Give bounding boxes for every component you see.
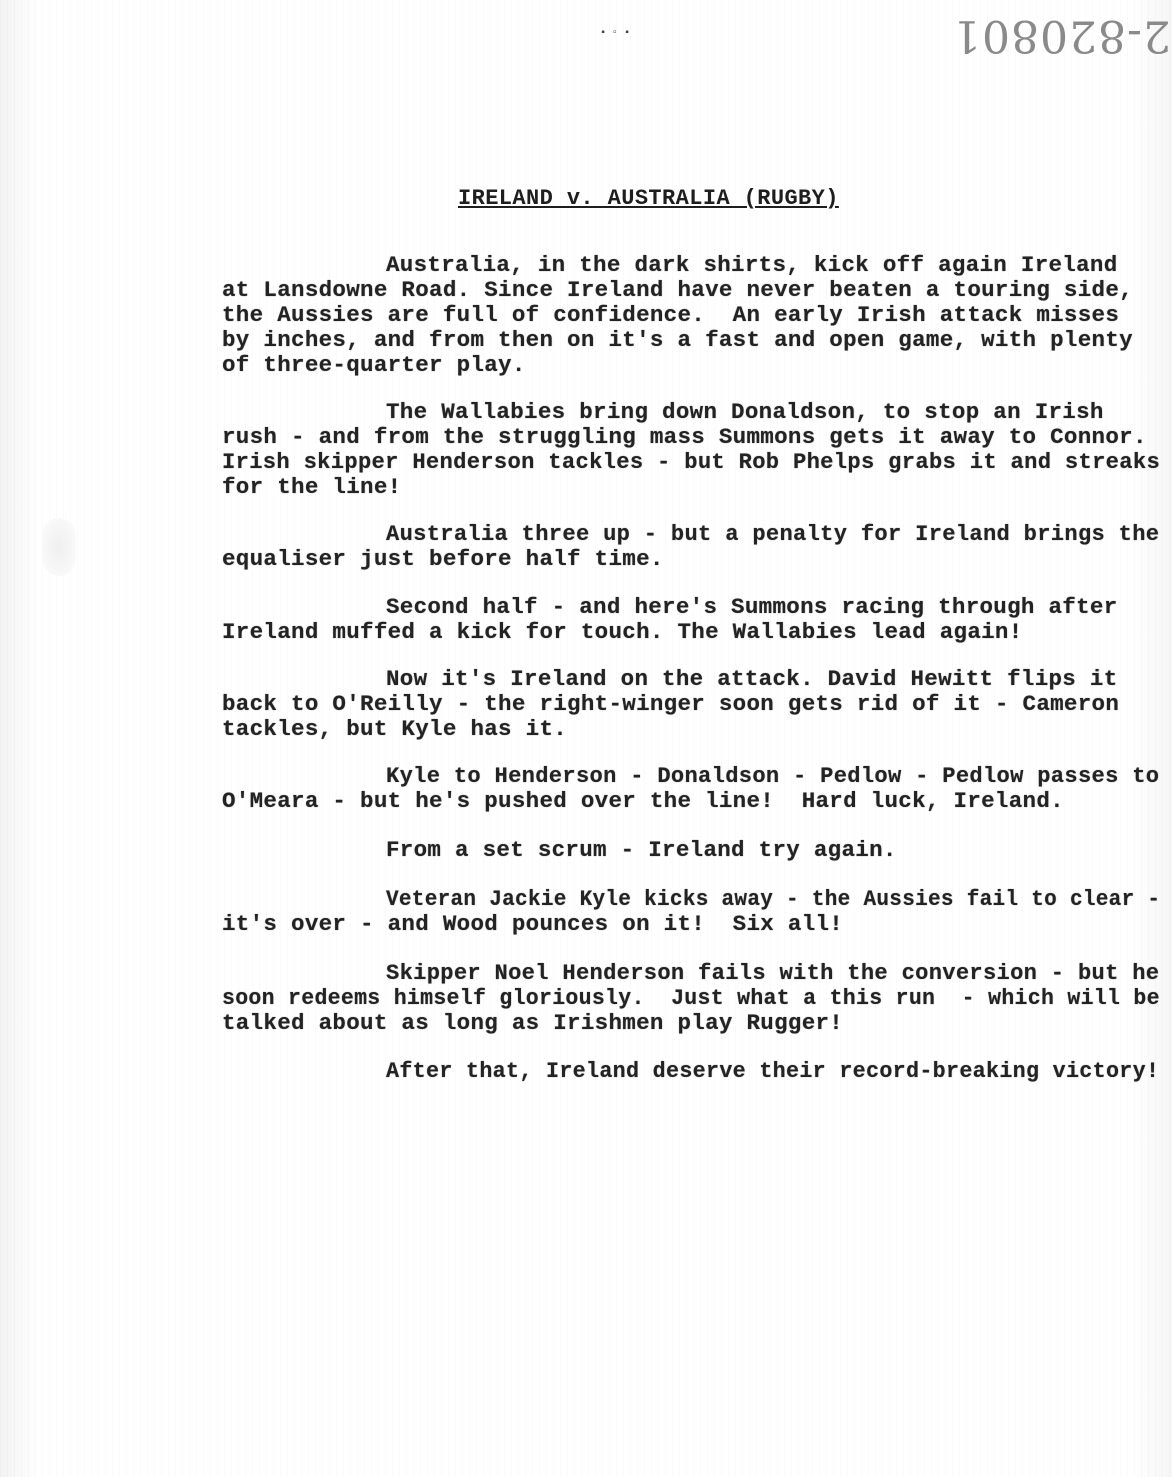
text-line: at Lansdowne Road. Since Ireland have never beaten a touring side, xyxy=(222,277,1133,303)
text-line: Kyle to Henderson - Donaldson - Pedlow - Pedlow passes to xyxy=(386,763,1160,789)
punch-hole-mark xyxy=(42,518,76,576)
text-line: it's over - and Wood pounces on it! Six all! xyxy=(222,911,844,937)
text-line: by inches, and from then on it's a fast and open game, with plenty xyxy=(222,327,1133,353)
text-line: From a set scrum - Ireland try again. xyxy=(386,837,897,863)
text-line: soon redeems himself gloriously. Just what a this run - which will be xyxy=(222,985,1160,1011)
text-line: Australia three up - but a penalty for Ireland brings the xyxy=(386,521,1160,547)
text-line: Irish skipper Henderson tackles - but Rob Phelps grabs it and streaks xyxy=(222,449,1161,475)
text-line: Skipper Noel Henderson fails with the conversion - but he xyxy=(386,960,1160,986)
text-line: talked about as long as Irishmen play Rugger! xyxy=(222,1010,844,1036)
text-line: rush - and from the struggling mass Summons gets it away to Connor. xyxy=(222,424,1147,450)
text-line: for the line! xyxy=(222,474,402,500)
text-line: Australia, in the dark shirts, kick off again Ireland xyxy=(386,252,1118,278)
document-title: IRELAND v. AUSTRALIA (RUGBY) xyxy=(458,186,839,211)
text-line: tackles, but Kyle has it. xyxy=(222,716,568,742)
text-line: The Wallabies bring down Donaldson, to stop an Irish xyxy=(386,399,1104,425)
text-line: of three-quarter play. xyxy=(222,352,526,378)
text-line: Second half - and here's Summons racing through after xyxy=(386,594,1118,620)
ink-smudge: ▪ ▫ ▪ xyxy=(600,28,631,39)
text-line: After that, Ireland deserve their record-breaking victory! xyxy=(386,1058,1160,1084)
text-line: O'Meara - but he's pushed over the line! Hard luck, Ireland. xyxy=(222,788,1064,814)
text-line: the Aussies are full of confidence. An early Irish attack misses xyxy=(222,302,1120,328)
text-line: equaliser just before half time. xyxy=(222,546,664,572)
text-line: Now it's Ireland on the attack. David Hewitt flips it xyxy=(386,666,1118,692)
text-line: Veteran Jackie Kyle kicks away - the Aussies fail to clear - xyxy=(386,886,1161,912)
text-line: back to O'Reilly - the right-winger soon gets rid of it - Cameron xyxy=(222,691,1120,717)
text-line: Ireland muffed a kick for touch. The Wallabies lead again! xyxy=(222,619,1023,645)
reference-number: 2-820801 xyxy=(952,10,1171,61)
